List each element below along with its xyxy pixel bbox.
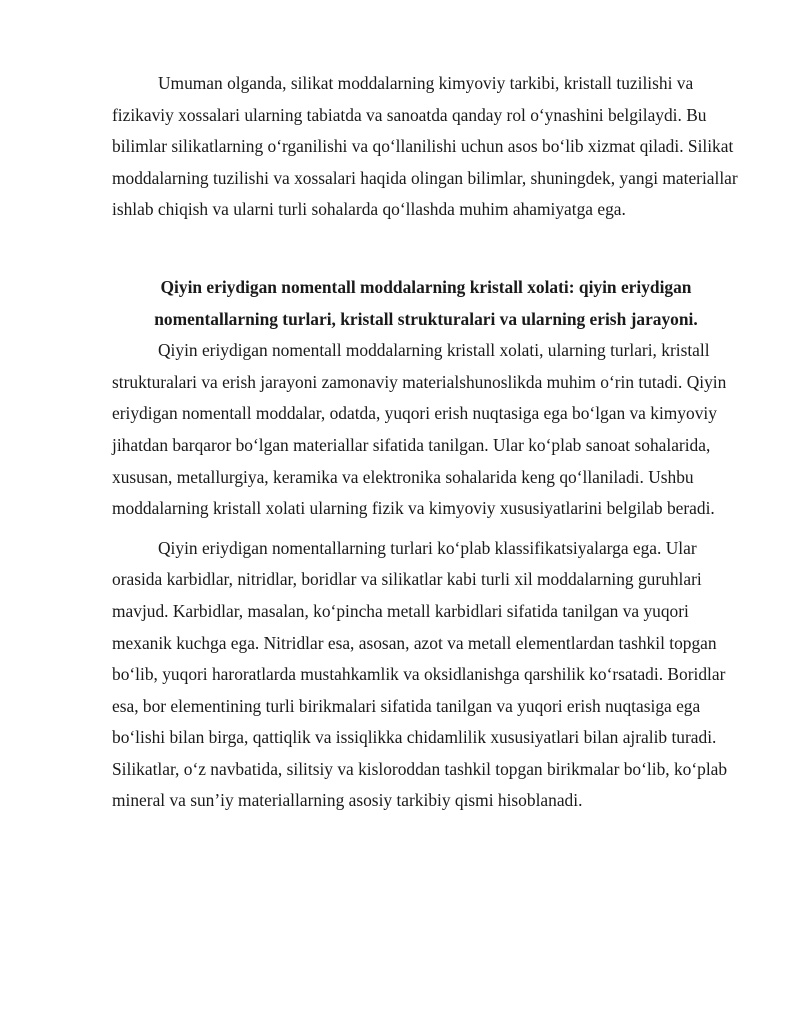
intro-paragraph: Umuman olganda, silikat moddalarning kimyoviy tarkibi, kristall tuzilishi va fizikaviy xossalari ularning tabiatda va sanoatda qanday rol o‘ynashini belgilaydi. Bu bilimlar silikatlarning o‘rganilishi va qo‘llanilishi uchun asos bo‘lib xizmat qiladi. Silikat moddalarning tuzilishi va xossalari haqida olingan bilimlar, shuningdek, yangi materiallar ishlab chiqish va ularni turli sohalarda qo‘llashda muhim ahamiyatga ega.	[112, 73, 738, 220]
body-paragraph-2: Qiyin eriydigan nomentallarning turlari ko‘plab klassifikatsiyalarga ega. Ular orasida karbidlar, nitridlar, boridlar va silikatlar kabi turli xil moddalarning guruhlari mavjud. Karbidlar, masalan, ko‘pincha metall karbidlari sifatida tanilgan va yuqori mexanik kuchga ega. Nitridlar esa, asosan, azot va metall elementlardan tashkil topgan bo‘lib, yuqori haroratlarda mustahkamlik va oksidlanishga qarshilik ko‘rsatadi. Boridlar esa, bor elementining turli birikmalari sifatida tanilgan va yuqori erish nuqtasiga ega bo‘lishi bilan birga, qattiqlik va issiqlikka chidamlilik xususiyatlari bilan ajralib turadi. Silikatlar, o‘z navbatida, silitsiy va kisloroddan tashkil topgan birikmalar bo‘lib, ko‘plab mineral va sun’iy materiallarning asosiy tarkibiy qismi hisoblanadi.	[112, 537, 728, 811]
body-paragraph-1: Qiyin eriydigan nomentall moddalarning kristall xolati, ularning turlari, kristall strukturalari va erish jarayoni zamonaviy materialshunoslikda muhim o‘rin tutadi. Qiyin eriydigan nomentall moddalar, odatda, yuqori erish nuqtasiga ega bo‘lgan va kimyoviy jihatdan barqaror bo‘lgan materiallar sifatida tanilgan. Ular ko‘plab sanoat sohalarida, xususan, metallurgiya, keramika va elektronika sohalarida keng qo‘llaniladi. Ushbu moddalarning kristall xolati ularning fizik va kimyoviy xususiyatlarini belgilab beradi.	[112, 340, 727, 519]
section-heading: Qiyin eriydigan nomentall moddalarning kristall xolati: qiyin eriydigan nomentallarning turlari, kristall strukturalari va ularning erish jarayoni.	[154, 276, 698, 329]
document-page	[112, 68, 740, 817]
